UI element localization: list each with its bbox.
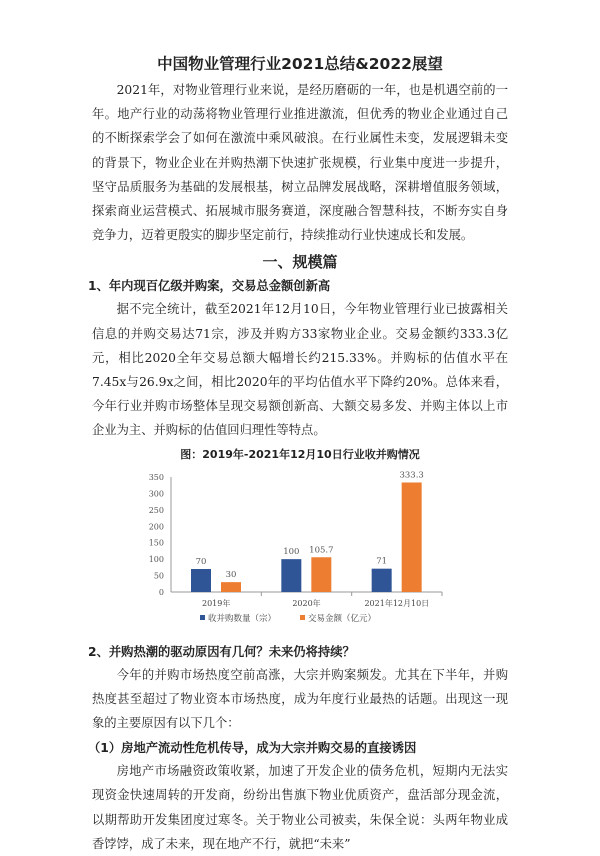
data-label: 333.3 — [399, 470, 424, 481]
chart-caption: 图：2019年-2021年12月10日行业收并购情况 — [180, 447, 420, 461]
bar-amount — [311, 557, 331, 592]
legend-label: 交易金额（亿元） — [308, 613, 377, 624]
legend-swatch — [300, 615, 305, 620]
bar-count — [191, 569, 211, 592]
document-title: 中国物业管理行业2021总结&2022展望 — [157, 55, 443, 73]
y-tick-label: 100 — [148, 554, 164, 564]
legend-label: 收并购数量（宗） — [208, 613, 277, 624]
y-tick-label: 150 — [148, 538, 164, 548]
subheading-1: 1、年内现百亿级并购案，交易总金额创新高 — [88, 279, 331, 294]
subheading-2: 2、并购热潮的驱动原因有几何？未来仍将持续？ — [88, 644, 355, 659]
paragraph-1: 据不完全统计，截至2021年12月10日，今年物业管理行业已披露相关信息的并购交易达71宗，涉及并购方33家物业企业。交易金额约333.3亿元，相比2020全年交易总额大幅增长约215.33%。并购标的估值水平在7.45x与26.9x之间，相比2020年的平均估值水平下降约20%。总体来看，今年行业并购市场整体呈现交易额创新高、大额交易多发、并购主体以上市企业为主、并购标的估值回归理性等特点。 — [92, 302, 508, 438]
bar-chart — [0, 463, 600, 639]
data-label: 105.7 — [309, 544, 334, 555]
paragraph-3: 房地产市场融资政策收紧，加速了开发企业的债务危机，短期内无法实现资金快速周转的开发商，纷纷出售旗下物业优质资产，盘活部分现金流，以期帮助开发集团度过寒冬。关于物业公司被卖，朱保全说：头两年物业成香饽饽，成了未来，现在地产不行，就把“未来” — [92, 764, 508, 851]
y-tick-label: 250 — [148, 505, 164, 515]
data-label: 70 — [195, 556, 207, 567]
x-tick-label: 2020年 — [292, 598, 321, 608]
y-tick-label: 200 — [148, 521, 164, 531]
y-tick-label: 350 — [148, 472, 164, 482]
bar-count — [281, 559, 301, 592]
y-tick-label: 50 — [153, 571, 164, 581]
section-heading: 一、规模篇 — [262, 253, 338, 272]
y-tick-label: 0 — [158, 587, 164, 597]
paragraph-2: 今年的并购市场热度空前高涨，大宗并购案频发。尤其在下半年，并购热度甚至超过了物业资本市场热度，成为年度行业最热的话题。出现这一现象的主要原因有以下几个： — [92, 667, 508, 731]
bar-amount — [402, 482, 422, 592]
x-tick-label: 2019年 — [201, 598, 231, 608]
intro-paragraph: 2021年，对物业管理行业来说，是经历磨砺的一年，也是机遇空前的一年。地产行业的动荡将物业管理行业推进激流，但优秀的物业企业通过自己的不断探索学会了如何在激流中乘风破浪。在行业属性未变，发展逻辑未变的背景下，物业企业在并购热潮下快速扩张规模，行业集中度进一步提升，坚守品质服务为基础的发展根基，树立品牌发展战略，深耕增值服务领域，探索商业运营模式、拓展城市服务赛道，深度融合智慧科技，不断夯实自身竞争力，迈着更殷实的脚步坚定前行，持续推动行业快速成长和发展。 — [92, 83, 508, 243]
subheading-3: （1）房地产流动性危机传导，成为大宗并购交易的直接诱因 — [88, 741, 417, 756]
bar-amount — [221, 582, 241, 592]
x-tick-label: 2021年12月10日 — [364, 598, 430, 608]
data-label: 71 — [376, 556, 388, 567]
bar-count — [372, 568, 392, 591]
y-tick-label: 300 — [148, 489, 164, 499]
data-label: 100 — [283, 546, 300, 557]
data-label: 30 — [225, 569, 237, 580]
legend-swatch — [200, 615, 205, 620]
